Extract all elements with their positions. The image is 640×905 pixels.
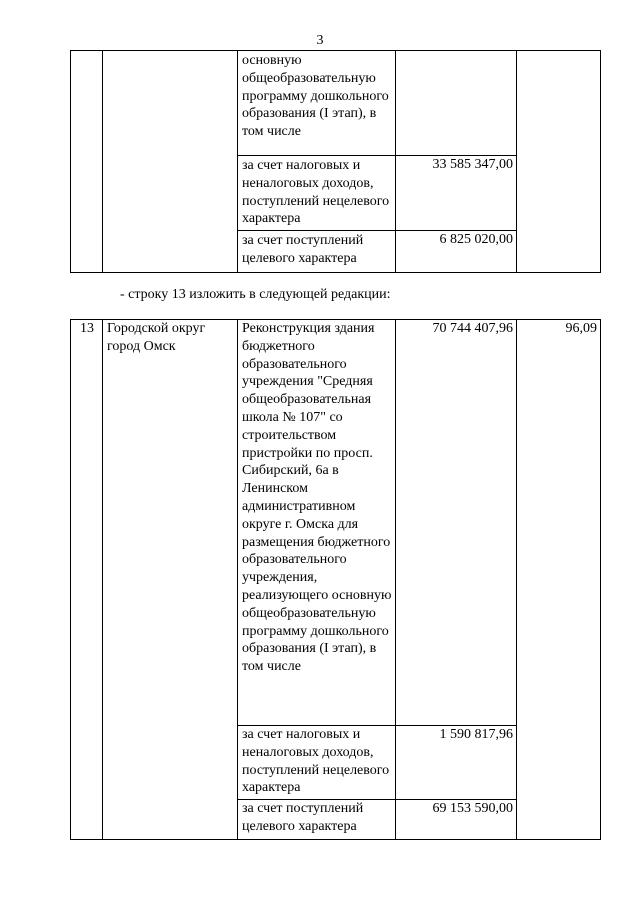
description-text: основную общеобразовательную программу дошкольного образования (I этап), в том числе xyxy=(242,53,389,140)
municipality-cell xyxy=(103,51,238,273)
description-cell xyxy=(238,156,396,231)
description-text: за счет поступлений целевого характера xyxy=(242,233,364,266)
row-number-cell xyxy=(71,51,103,273)
description-cell xyxy=(238,320,396,726)
amount-text: 69 153 590,00 xyxy=(432,801,513,817)
page-number: 3 xyxy=(316,33,324,48)
description-cell xyxy=(238,231,396,273)
description-cell xyxy=(238,800,396,840)
amount-cell xyxy=(396,726,517,800)
instruction-text: - строку 13 изложить в следующей редакции: xyxy=(120,287,391,302)
amount-text: 6 825 020,00 xyxy=(439,232,513,248)
percent-cell xyxy=(517,51,601,273)
description-cell xyxy=(238,51,396,156)
description-text: за счет налоговых и неналоговых доходов, поступлений нецелевого характера xyxy=(242,158,390,227)
municipality-name: Городской округ город Омск xyxy=(107,321,206,354)
description-text: за счет налоговых и неналоговых доходов, поступлений нецелевого характера xyxy=(242,727,390,796)
continuation-table xyxy=(70,50,601,273)
amount-cell xyxy=(396,51,517,156)
amount-cell xyxy=(396,156,517,231)
description-text: Реконструкция здания бюджетного образовательного учреждения "Средняя общеобразовательная школа № 107" со строительством пристройки по просп. Сибирский, 6а в Ленинском административном округе г. Омска для размещения бюджетного образовательного учреждения, реализующего основную общеобразовательную программу дошкольного образования (I этап), в том числе xyxy=(242,321,392,675)
row-13-table xyxy=(70,319,601,840)
row-number-cell xyxy=(71,320,103,840)
percent-value: 96,09 xyxy=(565,321,597,336)
amount-text: 70 744 407,96 xyxy=(432,321,513,336)
amount-cell xyxy=(396,231,517,273)
table-row xyxy=(71,51,601,156)
table-row xyxy=(71,320,601,726)
percent-cell xyxy=(517,320,601,840)
description-cell xyxy=(238,726,396,800)
amount-cell xyxy=(396,800,517,840)
row-number: 13 xyxy=(80,321,94,336)
amount-text: 1 590 817,96 xyxy=(439,727,513,742)
description-text: за счет поступлений целевого характера xyxy=(242,801,364,834)
amount-text: 33 585 347,00 xyxy=(432,157,513,172)
amount-cell xyxy=(396,320,517,726)
municipality-cell xyxy=(103,320,238,840)
